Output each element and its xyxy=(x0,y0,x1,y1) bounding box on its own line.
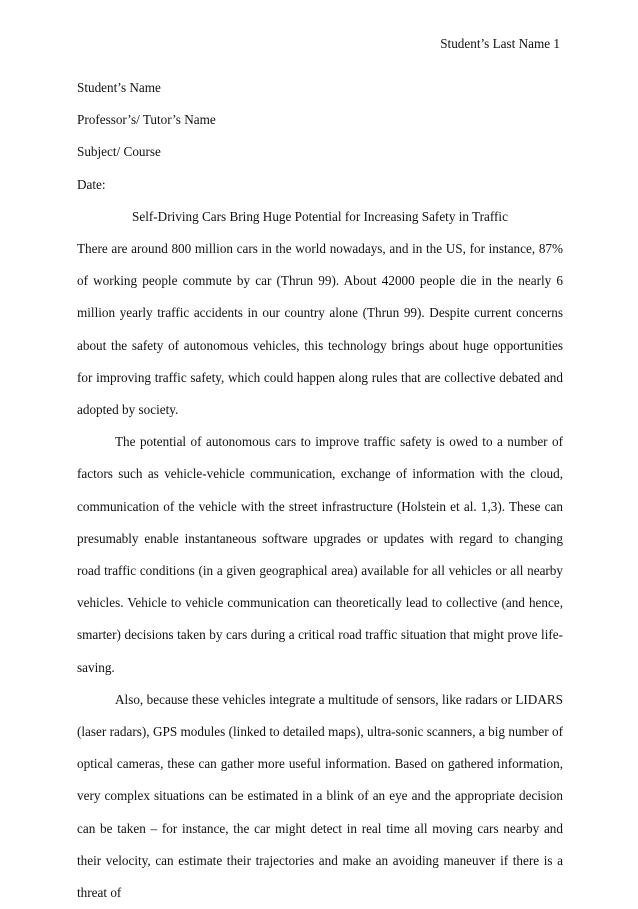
student-name-line: Student’s Name xyxy=(77,80,161,95)
document-body xyxy=(77,72,563,909)
paragraph-1: There are around 800 million cars in the world nowadays, and in the US, for instance, 87% of working people commute by car (Thrun 99). About 42000 people die in the nearly 6 million yearly traffic accidents in our country alone (Thrun 99). Despite current concerns about the safety of autonomous vehicles, this technology brings about huge opportunities for improving traffic safety, which could happen along rules that are collective debated and adopted by society. xyxy=(77,241,563,418)
paragraph-3: Also, because these vehicles integrate a multitude of sensors, like radars or LIDARS (laser radars), GPS modules (linked to detailed maps), ultra-sonic scanners, a big number of optical cameras, these can gather more useful information. Based on gathered information, very complex situations can be estimated in a blink of an eye and the appropriate decision can be taken – for instance, the car might detect in real time all moving cars nearby and their velocity, can estimate their trajectories and make an avoiding maneuver if there is a threat of xyxy=(77,691,563,901)
date-line: Date: xyxy=(77,176,106,192)
course-line: Subject/ Course xyxy=(77,144,161,160)
running-head: Student’s Last Name 1 xyxy=(440,36,560,51)
essay-title: Self-Driving Cars Bring Huge Potential for Increasing Safety in Traffic xyxy=(132,208,508,224)
paragraph-2: The potential of autonomous cars to improve traffic safety is owed to a number of factors such as vehicle-vehicle communication, exchange of information with the cloud, communication of the vehicle with the street infrastructure (Holstein et al. 1,3). These can presumably enable instantaneous software upgrades or updates with regard to changing road traffic conditions (in a given geographical area) available for all vehicles or all nearby vehicles. Vehicle to vehicle communication can theoretically lead to collective (and hence, smarter) decisions taken by cars during a critical road traffic situation that might prove life-saving. xyxy=(77,434,563,675)
professor-name-line: Professor’s/ Tutor’s Name xyxy=(77,112,216,128)
